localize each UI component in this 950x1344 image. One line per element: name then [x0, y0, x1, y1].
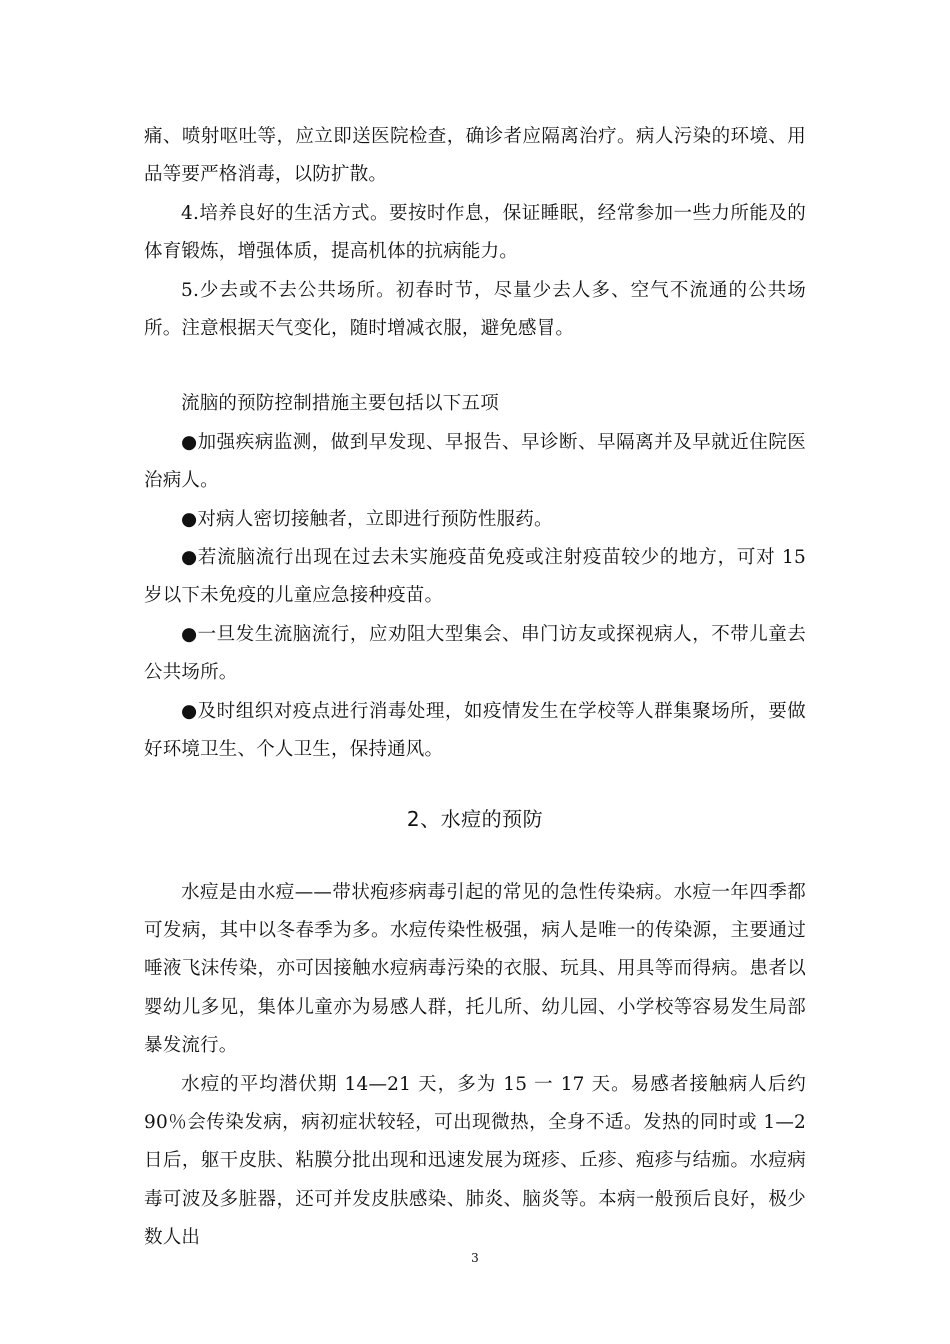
page-number: 3: [471, 1251, 479, 1265]
section-heading: 2、水痘的预防: [406, 806, 544, 831]
paragraph-healthy-lifestyle: 4.培养良好的生活方式。要按时作息，保证睡眠，经常参加一些力所能及的体育锻炼，增强体质，提高机体的抗病能力。: [144, 202, 806, 263]
meningitis-measure-item: ●一旦发生流脑流行，应劝阻大型集会、串门访友或探视病人，不带儿童去公共场所。: [144, 623, 806, 684]
meningitis-measure-item: ●对病人密切接触者，立即进行预防性服药。: [181, 508, 553, 530]
meningitis-measure-item: ●若流脑流行出现在过去未实施疫苗免疫或注射疫苗较少的地方，可对 15 岁以下未免疫的儿童应急接种疫苗。: [144, 547, 806, 607]
paragraph-chickenpox-incubation: 水痘的平均潜伏期 14—21 天，多为 15 一 17 天。易感者接触病人后约 90％会传染发病，病初症状较轻，可出现微热，全身不适。发热的同时或 1—2 日后，躯干皮肤、粘膜分批出现和迅速发展为斑疹、丘疹、疱疹与结痂。水痘病毒可波及多脏器，还可并发皮肤感染、肺炎、脑炎等。本病一般预后良好，极少数人出: [144, 1073, 806, 1249]
meningitis-measure-item: ●及时组织对疫点进行消毒处理，如疫情发生在学校等人群集聚场所，要做好环境卫生、个人卫生，保持通风。: [144, 700, 806, 761]
page-body: [144, 118, 806, 1258]
paragraph-avoid-public-places: 5.少去或不去公共场所。初春时节，尽量少去人多、空气不流通的公共场所。注意根据天气变化，随时增减衣服，避免感冒。: [144, 279, 806, 340]
meningitis-measure-item: ●加强疾病监测，做到早发现、早报告、早诊断、早隔离并及早就近住院医治病人。: [144, 431, 806, 492]
meningitis-measures-intro: 流脑的预防控制措施主要包括以下五项: [181, 393, 499, 415]
paragraph-continued-symptoms: 痛、喷射呕吐等，应立即送医院检查，确诊者应隔离治疗。病人污染的环境、用品等要严格消毒，以防扩散。: [144, 126, 806, 186]
paragraph-chickenpox-overview: 水痘是由水痘——带状疱疹病毒引起的常见的急性传染病。水痘一年四季都可发病，其中以冬春季为多。水痘传染性极强，病人是唯一的传染源，主要通过唾液飞沫传染，亦可因接触水痘病毒污染的衣服、玩具、用具等而得病。患者以婴幼儿多见，集体儿童亦为易感人群，托儿所、幼儿园、小学校等容易发生局部暴发流行。: [144, 881, 806, 1057]
